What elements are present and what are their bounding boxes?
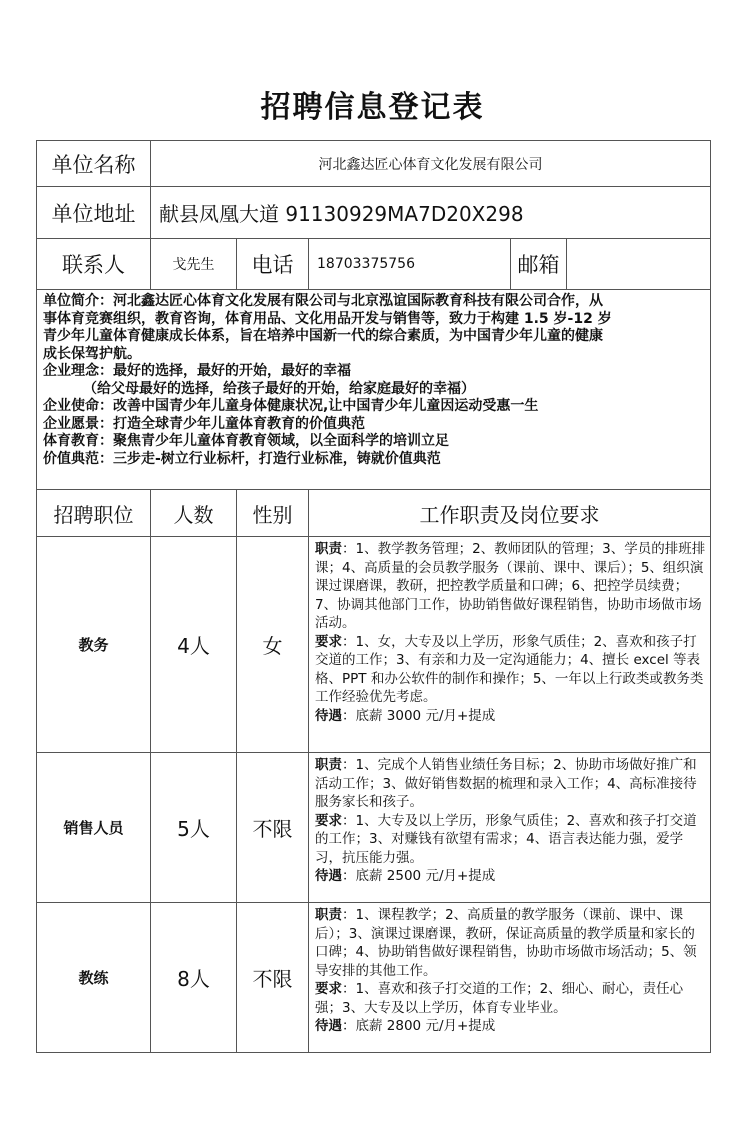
email-value: [567, 239, 711, 290]
duty-text: ：1、完成个人销售业绩任务目标；2、协助市场做好推广和活动工作；3、做好销售数据的梳理和录入工作；4、高标准接待服务家长和孩子。: [315, 757, 697, 810]
requirement-text: ：1、大专及以上学历，形象气质佳；2、喜欢和孩子打交道的工作；3、对赚钱有欲望有需求；4、语言表达能力强，爱学习，抗压能力强。: [315, 812, 697, 866]
count-header: 人数: [151, 490, 237, 537]
job-gender: 女: [237, 537, 309, 753]
duty-text: ：1、教学教务管理；2、教师团队的管理；3、学员的排班排课；4、高质量的会员教学服务（课前、课中、课后）；5、组织演课过课磨课，教研，把控教学质量和口碑；6、把控学员续费；7、协调其他部门工作，协助销售做好课程销售，协助市场做市场活动。: [315, 541, 706, 631]
requirements-header: 工作职责及岗位要求: [309, 490, 711, 537]
pay-label: 待遇: [315, 868, 342, 884]
job-count: 5人: [151, 753, 237, 903]
intro-line: 单位简介：河北鑫达匠心体育文化发展有限公司与北京泓谊国际教育科技有限公司合作，从: [43, 293, 603, 309]
pay-label: 待遇: [315, 707, 342, 724]
job-position: 销售人员: [37, 753, 151, 903]
form-title: 招聘信息登记表: [260, 90, 485, 125]
contact-label: 联系人: [37, 239, 151, 290]
job-position: 教务: [37, 537, 151, 753]
job-gender: 不限: [237, 903, 309, 1053]
duty-label: 职责: [315, 757, 342, 773]
job-details: [309, 903, 711, 1053]
requirement-section: [315, 980, 706, 1017]
job-details: [309, 537, 711, 753]
job-gender: 不限: [237, 753, 309, 903]
requirement-label: 要求: [315, 981, 342, 997]
company-intro: [37, 290, 711, 490]
company-address-value: 献县凤凰大道 91130929MA7D20X298: [151, 187, 711, 239]
jobs-header-row: [37, 490, 711, 537]
requirement-section: [315, 812, 706, 868]
duty-text: ：1、课程教学；2、高质量的教学服务（课前、课中、课后）；3、演课过课磨课，教研，保证高质量的教学质量和家长的口碑；4、协助销售做好课程销售，协助市场做市场活动；5、领导安排的其他工作。: [315, 907, 697, 979]
phone-value: 18703375756: [309, 239, 511, 290]
pay-text: ：底薪 2800 元/月+提成: [342, 1018, 496, 1034]
duty-section: [315, 540, 706, 633]
contact-value: 戈先生: [151, 239, 237, 290]
phone-label: 电话: [237, 239, 309, 290]
pay-section: [315, 1017, 706, 1036]
intro-line: 事体育竞赛组织，教育咨询，体育用品、文化用品开发与销售等，致力于构建 1.5 岁-12 岁: [43, 310, 612, 327]
job-count: 8人: [151, 903, 237, 1053]
job-row: [37, 537, 711, 753]
requirement-text: ：1、喜欢和孩子打交道的工作；2、细心、耐心，责任心强；3、大专及以上学历，体育专业毕业。: [315, 981, 684, 1016]
gender-header: 性别: [237, 490, 309, 537]
requirement-label: 要求: [315, 812, 342, 829]
job-position: 教练: [37, 903, 151, 1053]
education-line: 体育教育：聚焦青少年儿童体育教育领域，以全面科学的培训立足: [43, 433, 449, 449]
duty-section: [315, 906, 706, 980]
company-name-row: [37, 141, 711, 187]
company-address-row: [37, 187, 711, 239]
intro-line: 成长保驾护航。: [43, 345, 141, 362]
company-name-label: 单位名称: [37, 141, 151, 187]
intro-line: 青少年儿童体育健康成长体系，旨在培养中国新一代的综合素质，为中国青少年儿童的健康: [43, 328, 603, 344]
philosophy-sub-line: （给父母最好的选择，给孩子最好的开始，给家庭最好的幸福）: [83, 380, 475, 397]
philosophy-line: 企业理念：最好的选择，最好的开始，最好的幸福: [43, 363, 351, 379]
pay-section: [315, 867, 706, 886]
requirement-text: ：1、女，大专及以上学历，形象气质佳；2、喜欢和孩子打交道的工作；3、有亲和力及一定沟通能力；4、擅长 excel 等表格、PPT 和办公软件的制作和操作；5、一年以上行政类或教务类工作经验优先考虑。: [315, 633, 704, 705]
requirement-section: [315, 633, 706, 707]
job-count: 4人: [151, 537, 237, 753]
company-name-value: 河北鑫达匠心体育文化发展有限公司: [151, 141, 711, 187]
pay-text: ：底薪 3000 元/月+提成: [342, 707, 496, 724]
position-header: 招聘职位: [37, 490, 151, 537]
pay-label: 待遇: [315, 1018, 342, 1034]
company-address-label: 单位地址: [37, 187, 151, 239]
email-label: 邮箱: [511, 239, 567, 290]
pay-text: ：底薪 2500 元/月+提成: [342, 868, 496, 884]
requirement-label: 要求: [315, 633, 342, 650]
job-row: [37, 753, 711, 903]
contact-row: [37, 239, 711, 290]
pay-section: [315, 707, 706, 726]
job-row: [37, 903, 711, 1053]
duty-label: 职责: [315, 907, 342, 923]
values-line: 价值典范：三步走-树立行业标杆，打造行业标准，铸就价值典范: [43, 450, 441, 467]
mission-line: 企业使命：改善中国青少年儿童身体健康状况,让中国青少年儿童因运动受惠一生: [43, 398, 539, 414]
duty-label: 职责: [315, 541, 342, 557]
company-intro-row: [37, 290, 711, 490]
job-details: [309, 753, 711, 903]
duty-section: [315, 756, 706, 812]
vision-line: 企业愿景：打造全球青少年儿童体育教育的价值典范: [43, 415, 365, 432]
recruitment-table: [36, 140, 711, 1053]
